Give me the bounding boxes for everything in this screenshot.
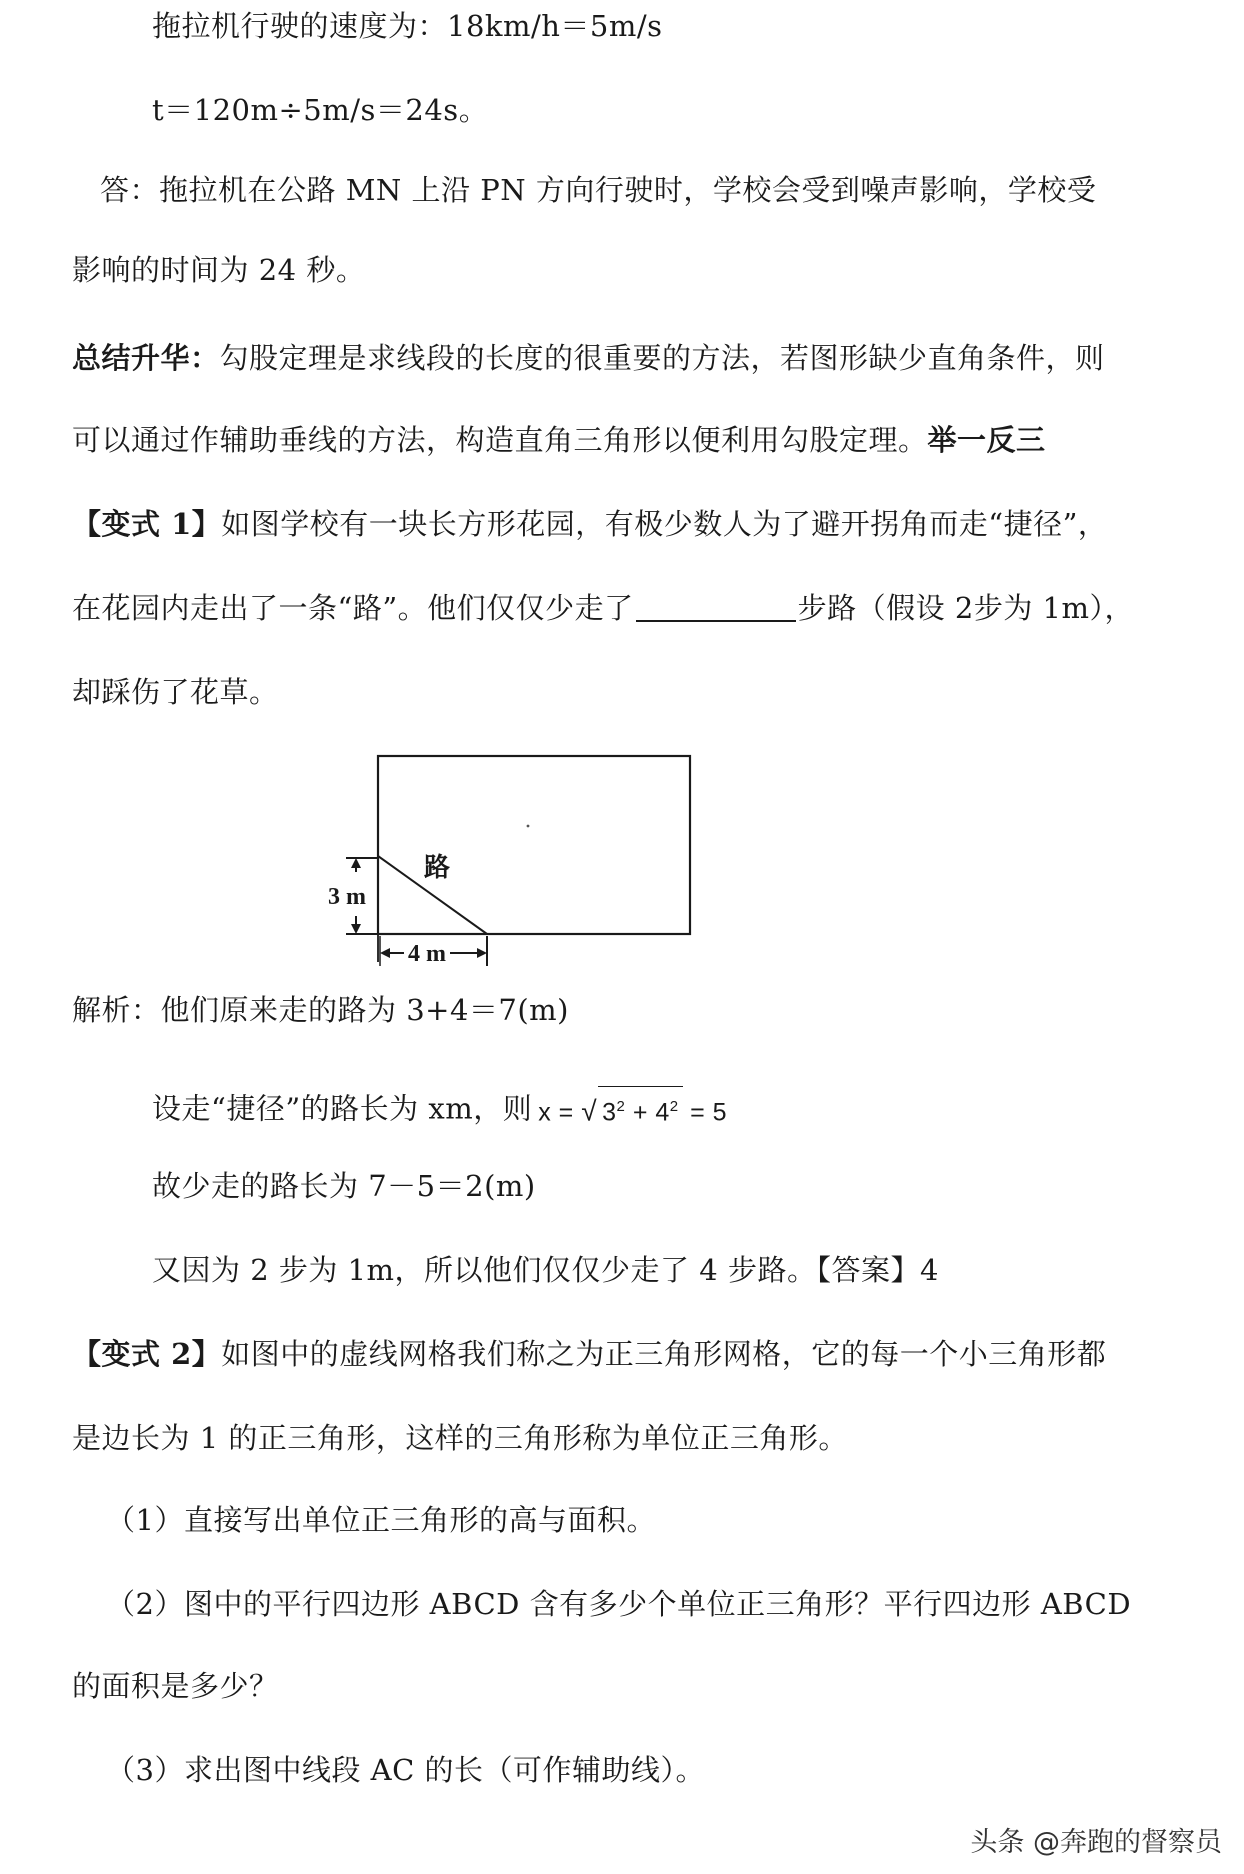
- variant2-label: 【变式 2】: [72, 1337, 222, 1371]
- text-line-variant1: [72, 504, 1107, 544]
- text-line-steps-answer: 又因为 2 步为 1m，所以他们仅仅少走了 4 步路。【答案】4: [152, 1253, 939, 1287]
- variant2-text: 如图中的虚线网格我们称之为正三角形网格，它的每一个小三角形都: [221, 1337, 1107, 1371]
- formula-lhs: x =: [538, 1098, 574, 1127]
- summary-heading: 总结升华：: [72, 341, 220, 375]
- summary-text-cont: 可以通过作辅助垂线的方法，构造直角三角形以便利用勾股定理。: [72, 423, 928, 457]
- height-arrowhead-down: [351, 924, 361, 934]
- path-label: 路: [424, 853, 451, 883]
- answer-blank: [636, 590, 796, 622]
- formula-exp-1: 2: [616, 1098, 626, 1115]
- width-arrowhead-right: [477, 948, 487, 958]
- text-line-analysis: 解析：他们原来走的路为 3+4＝7(m): [72, 993, 569, 1027]
- text-line-summary-cont: [72, 420, 1046, 460]
- text-line-variant2-cont: 是边长为 1 的正三角形，这样的三角形称为单位正三角形。: [72, 1421, 848, 1455]
- text-line-speed: 拖拉机行驶的速度为：18km/h＝5m/s: [152, 9, 663, 43]
- height-arrowhead-up: [351, 858, 361, 868]
- text-line-question3: （3）求出图中线段 AC 的长（可作辅助线）。: [106, 1753, 706, 1787]
- text-line-less-distance: 故少走的路长为 7－5＝2(m): [152, 1169, 536, 1203]
- width-arrowhead-left: [380, 948, 390, 958]
- pythagoras-formula: [538, 1086, 727, 1132]
- formula-base-2: 4: [655, 1098, 670, 1127]
- text-line-variant2: [72, 1334, 1106, 1374]
- formula-base-1: 3: [602, 1098, 617, 1127]
- width-label: 4 m: [408, 941, 446, 967]
- variant1-text-post: 步路（假设 2步为 1m），: [797, 591, 1134, 625]
- text-line-answer-cont: 影响的时间为 24 秒。: [72, 253, 366, 287]
- practice-heading: 举一反三: [927, 423, 1046, 457]
- watermark: 头条 @奔跑的督察员: [970, 1827, 1222, 1858]
- text-line-summary: [72, 338, 1105, 378]
- garden-rectangle: [378, 756, 690, 934]
- formula-plus: +: [632, 1098, 648, 1127]
- text-line-variant1-end: 却踩伤了花草。: [72, 675, 279, 709]
- shortcut-text: 设走“捷径”的路长为 xm，则: [152, 1091, 533, 1126]
- text-line-time: t＝120m÷5m/s＝24s。: [152, 93, 489, 127]
- text-line-question2: （2）图中的平行四边形 ABCD 含有多少个单位正三角形？平行四边形 ABCD: [106, 1587, 1132, 1621]
- variant1-text: 如图学校有一块长方形花园，有极少数人为了避开拐角而走“捷径”，: [221, 507, 1108, 541]
- text-line-question2-cont: 的面积是多少？: [72, 1669, 279, 1703]
- height-label: 3 m: [328, 884, 366, 910]
- text-line-shortcut: [152, 1086, 727, 1132]
- variant1-text-pre: 在花园内走出了一条“路”。他们仅仅少走了: [72, 591, 634, 625]
- summary-text: 勾股定理是求线段的长度的很重要的方法，若图形缺少直角条件，则: [219, 341, 1105, 375]
- formula-exp-2: 2: [669, 1098, 679, 1115]
- formula-rhs: = 5: [690, 1098, 728, 1127]
- radicand: [598, 1086, 683, 1132]
- sqrt-sign: √: [581, 1095, 598, 1127]
- text-line-question1: （1）直接写出单位正三角形的高与面积。: [106, 1503, 656, 1537]
- text-line-variant1-cont: [72, 588, 1134, 628]
- stray-dot: [527, 825, 530, 828]
- garden-figure: [320, 748, 700, 978]
- variant1-label: 【变式 1】: [72, 507, 222, 541]
- text-line-answer: 答：拖拉机在公路 MN 上沿 PN 方向行驶时，学校会受到噪声影响，学校受: [100, 173, 1097, 207]
